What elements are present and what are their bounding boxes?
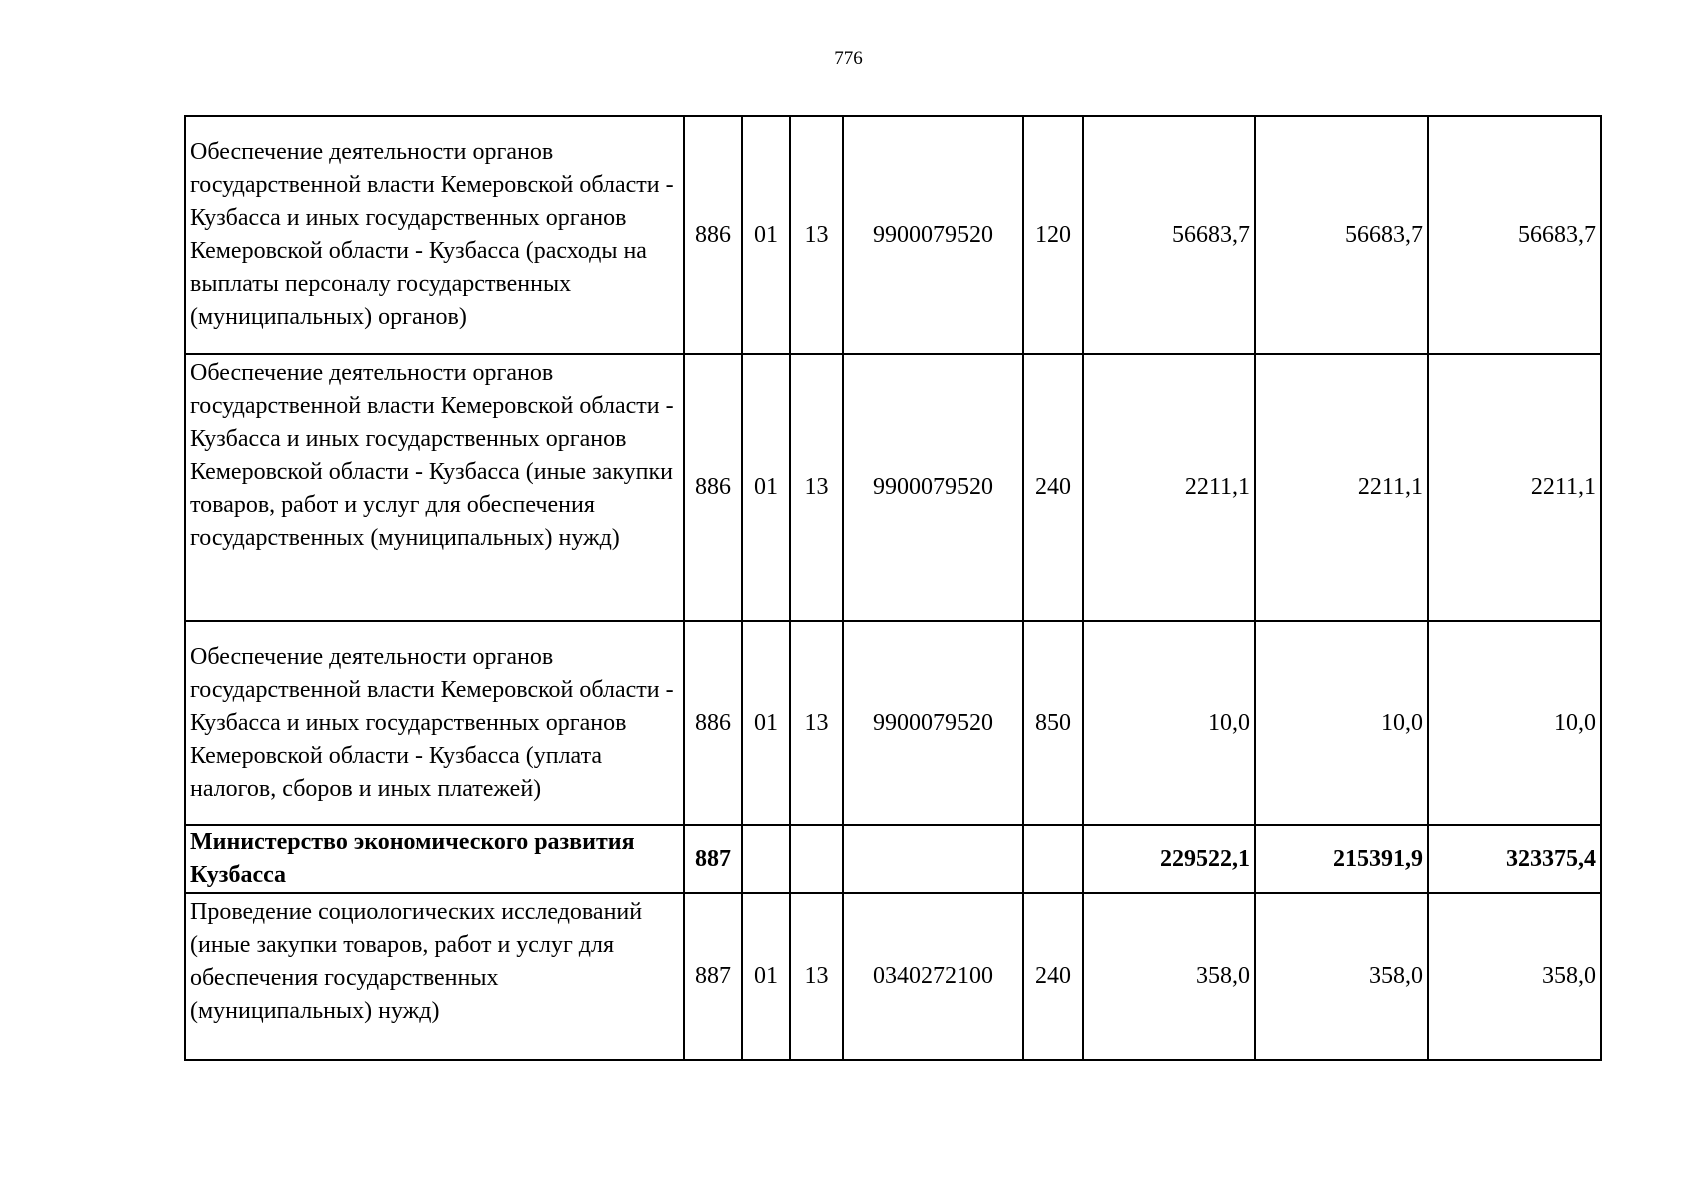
expense-type-code [1023, 825, 1083, 893]
amount-year-3: 2211,1 [1428, 354, 1601, 621]
row-description: Обеспечение деятельности органов государственной власти Кемеровской области - Кузбасса и иных государственных органов Кемеровской области - Кузбасса (расходы на выплаты персоналу государственных (муниципальных) органов) [185, 116, 684, 354]
amount-year-1: 10,0 [1083, 621, 1255, 825]
table-row [185, 116, 1601, 354]
section-code: 01 [742, 893, 790, 1060]
amount-year-3: 358,0 [1428, 893, 1601, 1060]
amount-year-1: 2211,1 [1083, 354, 1255, 621]
expense-type-code: 850 [1023, 621, 1083, 825]
section-code: 01 [742, 621, 790, 825]
row-description: Обеспечение деятельности органов государственной власти Кемеровской области - Кузбасса и иных государственных органов Кемеровской области - Кузбасса (уплата налогов, сборов и иных платежей) [185, 621, 684, 825]
ministry-code: 887 [684, 825, 742, 893]
amount-year-3: 323375,4 [1428, 825, 1601, 893]
section-code [742, 825, 790, 893]
table-row [185, 825, 1601, 893]
amount-year-1: 358,0 [1083, 893, 1255, 1060]
table-row [185, 621, 1601, 825]
amount-year-3: 10,0 [1428, 621, 1601, 825]
amount-year-2: 215391,9 [1255, 825, 1428, 893]
amount-year-2: 10,0 [1255, 621, 1428, 825]
page-number: 776 [834, 48, 863, 69]
amount-year-3: 56683,7 [1428, 116, 1601, 354]
table-row [185, 893, 1601, 1060]
subsection-code [790, 825, 843, 893]
target-article-code: 0340272100 [843, 893, 1023, 1060]
budget-table [184, 115, 1602, 1061]
amount-year-2: 2211,1 [1255, 354, 1428, 621]
subsection-code: 13 [790, 621, 843, 825]
subsection-code: 13 [790, 354, 843, 621]
expense-type-code: 240 [1023, 893, 1083, 1060]
expense-type-code: 240 [1023, 354, 1083, 621]
target-article-code: 9900079520 [843, 354, 1023, 621]
table-row [185, 354, 1601, 621]
amount-year-1: 229522,1 [1083, 825, 1255, 893]
expense-type-code: 120 [1023, 116, 1083, 354]
row-description: Обеспечение деятельности органов государственной власти Кемеровской области - Кузбасса и иных государственных органов Кемеровской области - Кузбасса (иные закупки товаров, работ и услуг для обеспечения государственных (муниципальных) нужд) [185, 354, 684, 621]
row-description: Министерство экономического развития Кузбасса [185, 825, 684, 893]
row-description: Проведение социологических исследований (иные закупки товаров, работ и услуг для обеспечения государственных (муниципальных) нужд) [185, 893, 684, 1060]
subsection-code: 13 [790, 893, 843, 1060]
ministry-code: 886 [684, 621, 742, 825]
amount-year-2: 56683,7 [1255, 116, 1428, 354]
amount-year-1: 56683,7 [1083, 116, 1255, 354]
target-article-code [843, 825, 1023, 893]
target-article-code: 9900079520 [843, 621, 1023, 825]
amount-year-2: 358,0 [1255, 893, 1428, 1060]
ministry-code: 887 [684, 893, 742, 1060]
ministry-code: 886 [684, 354, 742, 621]
section-code: 01 [742, 116, 790, 354]
ministry-code: 886 [684, 116, 742, 354]
target-article-code: 9900079520 [843, 116, 1023, 354]
subsection-code: 13 [790, 116, 843, 354]
section-code: 01 [742, 354, 790, 621]
